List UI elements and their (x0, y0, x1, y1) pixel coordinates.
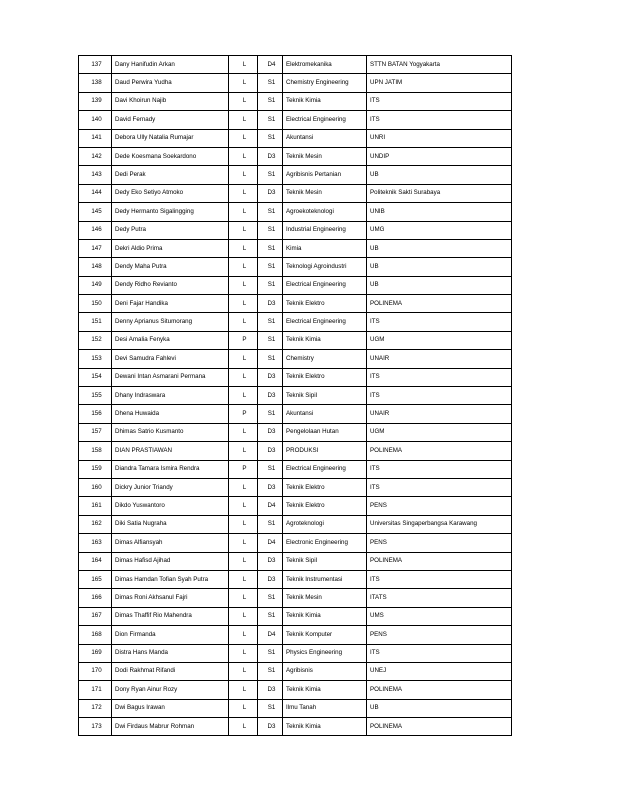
major-name: Akuntansi (283, 405, 367, 423)
university-name: UB (367, 239, 512, 257)
major-name: Teknik Mesin (283, 589, 367, 607)
university-name: UNAIR (367, 405, 512, 423)
education-level: S1 (258, 607, 283, 625)
university-name: PENS (367, 497, 512, 515)
gender-code: L (229, 184, 258, 202)
person-name: Dendy Maha Putra (112, 258, 229, 276)
row-number: 157 (79, 423, 112, 441)
major-name: Teknologi Agroindustri (283, 258, 367, 276)
gender-code: L (229, 295, 258, 313)
gender-code: L (229, 129, 258, 147)
education-level: S1 (258, 74, 283, 92)
education-level: D3 (258, 442, 283, 460)
row-number: 138 (79, 74, 112, 92)
education-level: D4 (258, 56, 283, 74)
table-row (79, 129, 512, 147)
major-name: Electrical Engineering (283, 111, 367, 129)
education-level: S1 (258, 662, 283, 680)
university-name: POLINEMA (367, 718, 512, 736)
person-name: Denny Aprianus Situmorang (112, 313, 229, 331)
major-name: Chemistry Engineering (283, 74, 367, 92)
table-row (79, 387, 512, 405)
university-name: UB (367, 699, 512, 717)
row-number: 161 (79, 497, 112, 515)
gender-code: P (229, 460, 258, 478)
table-row (79, 589, 512, 607)
gender-code: L (229, 239, 258, 257)
table-row (79, 607, 512, 625)
education-level: D3 (258, 147, 283, 165)
university-name: ITS (367, 460, 512, 478)
table-body (79, 56, 512, 736)
row-number: 142 (79, 147, 112, 165)
university-name: ITS (367, 92, 512, 110)
major-name: Teknik Kimia (283, 607, 367, 625)
university-name: POLINEMA (367, 552, 512, 570)
education-level: S1 (258, 221, 283, 239)
major-name: Chemistry (283, 350, 367, 368)
person-name: David Fernady (112, 111, 229, 129)
table-row (79, 699, 512, 717)
education-level: D4 (258, 497, 283, 515)
table-row (79, 56, 512, 74)
table-row (79, 718, 512, 736)
education-level: D4 (258, 534, 283, 552)
gender-code: L (229, 258, 258, 276)
table-row (79, 423, 512, 441)
person-name: Dimas Roni Akhsanul Fajri (112, 589, 229, 607)
gender-code: L (229, 442, 258, 460)
row-number: 147 (79, 239, 112, 257)
row-number: 171 (79, 681, 112, 699)
table-row (79, 203, 512, 221)
university-name: ITS (367, 387, 512, 405)
major-name: Agroteknologi (283, 515, 367, 533)
gender-code: L (229, 387, 258, 405)
gender-code: L (229, 589, 258, 607)
gender-code: L (229, 221, 258, 239)
gender-code: L (229, 478, 258, 496)
person-name: Dimas Alfiansyah (112, 534, 229, 552)
gender-code: L (229, 368, 258, 386)
row-number: 140 (79, 111, 112, 129)
university-name: UNEJ (367, 662, 512, 680)
major-name: Electrical Engineering (283, 276, 367, 294)
university-name: UNAIR (367, 350, 512, 368)
gender-code: L (229, 92, 258, 110)
education-level: S1 (258, 644, 283, 662)
row-number: 166 (79, 589, 112, 607)
education-level: S1 (258, 239, 283, 257)
table-row (79, 184, 512, 202)
row-number: 153 (79, 350, 112, 368)
person-name: Dedy Putra (112, 221, 229, 239)
person-name: Dede Koesmana Soekardono (112, 147, 229, 165)
university-name: UMG (367, 221, 512, 239)
education-level: S1 (258, 699, 283, 717)
person-name: Dion Firmanda (112, 626, 229, 644)
gender-code: L (229, 626, 258, 644)
major-name: Electronic Engineering (283, 534, 367, 552)
table-row (79, 313, 512, 331)
education-level: S1 (258, 331, 283, 349)
row-number: 155 (79, 387, 112, 405)
person-name: Daud Perwira Yudha (112, 74, 229, 92)
table-row (79, 295, 512, 313)
person-name: Dwi Bagus Irawan (112, 699, 229, 717)
education-level: S1 (258, 276, 283, 294)
university-name: UGM (367, 331, 512, 349)
education-level: S1 (258, 92, 283, 110)
major-name: Kimia (283, 239, 367, 257)
row-number: 164 (79, 552, 112, 570)
row-number: 146 (79, 221, 112, 239)
university-name: PENS (367, 534, 512, 552)
gender-code: P (229, 331, 258, 349)
university-name: PENS (367, 626, 512, 644)
row-number: 150 (79, 295, 112, 313)
table-row (79, 276, 512, 294)
person-name: DIAN PRASTIAWAN (112, 442, 229, 460)
table-row (79, 331, 512, 349)
table-row (79, 147, 512, 165)
education-level: S1 (258, 515, 283, 533)
university-name: ITATS (367, 589, 512, 607)
row-number: 162 (79, 515, 112, 533)
major-name: Ilmu Tanah (283, 699, 367, 717)
major-name: Teknik Sipil (283, 552, 367, 570)
table-row (79, 368, 512, 386)
major-name: PRODUKSI (283, 442, 367, 460)
table-row (79, 497, 512, 515)
major-name: Teknik Instrumentasi (283, 570, 367, 588)
university-name: STTN BATAN Yogyakarta (367, 56, 512, 74)
table-row (79, 626, 512, 644)
row-number: 163 (79, 534, 112, 552)
gender-code: L (229, 662, 258, 680)
major-name: Agribisnis (283, 662, 367, 680)
person-name: Distra Hans Manda (112, 644, 229, 662)
person-name: Dhimas Satrio Kusmanto (112, 423, 229, 441)
education-level: S1 (258, 258, 283, 276)
gender-code: L (229, 313, 258, 331)
table-row (79, 552, 512, 570)
university-name: UMS (367, 607, 512, 625)
gender-code: L (229, 534, 258, 552)
major-name: Electrical Engineering (283, 460, 367, 478)
university-name: ITS (367, 644, 512, 662)
row-number: 173 (79, 718, 112, 736)
person-name: Dimas Thaffif Rio Mahendra (112, 607, 229, 625)
major-name: Teknik Mesin (283, 184, 367, 202)
education-level: D3 (258, 184, 283, 202)
table-row (79, 442, 512, 460)
person-name: Davi Khoirun Najib (112, 92, 229, 110)
major-name: Teknik Mesin (283, 147, 367, 165)
education-level: S1 (258, 111, 283, 129)
person-name: Dany Hanifudin Arkan (112, 56, 229, 74)
gender-code: L (229, 111, 258, 129)
education-level: D3 (258, 387, 283, 405)
row-number: 148 (79, 258, 112, 276)
gender-code: P (229, 405, 258, 423)
university-name: ITS (367, 478, 512, 496)
education-level: S1 (258, 350, 283, 368)
education-level: S1 (258, 203, 283, 221)
person-name: Dimas Hafisd Ajihad (112, 552, 229, 570)
university-name: UPN JATIM (367, 74, 512, 92)
participant-table (78, 55, 512, 736)
table-row (79, 74, 512, 92)
education-level: D3 (258, 295, 283, 313)
table-row (79, 644, 512, 662)
university-name: UGM (367, 423, 512, 441)
major-name: Agroekoteknologi (283, 203, 367, 221)
person-name: Dedy Eko Setiyo Atmoko (112, 184, 229, 202)
table-row (79, 570, 512, 588)
education-level: S1 (258, 129, 283, 147)
education-level: S1 (258, 589, 283, 607)
person-name: Dony Ryan Ainur Rozy (112, 681, 229, 699)
row-number: 156 (79, 405, 112, 423)
university-name: UB (367, 258, 512, 276)
row-number: 172 (79, 699, 112, 717)
major-name: Electrical Engineering (283, 313, 367, 331)
major-name: Physics Engineering (283, 644, 367, 662)
education-level: D3 (258, 570, 283, 588)
university-name: UNRI (367, 129, 512, 147)
university-name: Politeknik Sakti Surabaya (367, 184, 512, 202)
table-row (79, 681, 512, 699)
table-row (79, 258, 512, 276)
person-name: Dimas Hamdan Tofian Syah Putra (112, 570, 229, 588)
row-number: 165 (79, 570, 112, 588)
gender-code: L (229, 350, 258, 368)
university-name: POLINEMA (367, 295, 512, 313)
row-number: 152 (79, 331, 112, 349)
gender-code: L (229, 203, 258, 221)
education-level: D4 (258, 626, 283, 644)
table-row (79, 662, 512, 680)
education-level: S1 (258, 460, 283, 478)
gender-code: L (229, 423, 258, 441)
university-name: Universitas Singaperbangsa Karawang (367, 515, 512, 533)
row-number: 149 (79, 276, 112, 294)
row-number: 167 (79, 607, 112, 625)
university-name: UB (367, 166, 512, 184)
gender-code: L (229, 570, 258, 588)
major-name: Teknik Elektro (283, 478, 367, 496)
row-number: 145 (79, 203, 112, 221)
major-name: Agribisnis Pertanian (283, 166, 367, 184)
row-number: 158 (79, 442, 112, 460)
major-name: Akuntansi (283, 129, 367, 147)
gender-code: L (229, 147, 258, 165)
education-level: D3 (258, 478, 283, 496)
person-name: Diki Satia Nugraha (112, 515, 229, 533)
university-name: ITS (367, 368, 512, 386)
person-name: Debora Ully Natalia Rumajar (112, 129, 229, 147)
university-name: ITS (367, 313, 512, 331)
university-name: UB (367, 276, 512, 294)
gender-code: L (229, 166, 258, 184)
education-level: S1 (258, 313, 283, 331)
major-name: Teknik Elektro (283, 368, 367, 386)
person-name: Devi Samudra Fahlevi (112, 350, 229, 368)
gender-code: L (229, 515, 258, 533)
major-name: Teknik Elektro (283, 497, 367, 515)
person-name: Dhena Huwaida (112, 405, 229, 423)
person-name: Dekri Aldio Prima (112, 239, 229, 257)
table-row (79, 350, 512, 368)
education-level: D3 (258, 718, 283, 736)
gender-code: L (229, 276, 258, 294)
education-level: D3 (258, 552, 283, 570)
major-name: Industrial Engineering (283, 221, 367, 239)
person-name: Diandra Tamara Ismira Rendra (112, 460, 229, 478)
major-name: Teknik Kimia (283, 92, 367, 110)
education-level: D3 (258, 681, 283, 699)
gender-code: L (229, 56, 258, 74)
table-row (79, 478, 512, 496)
person-name: Dwi Firdaus Mabrur Rohman (112, 718, 229, 736)
table-row (79, 239, 512, 257)
person-name: Dhany Indraswara (112, 387, 229, 405)
person-name: Dickry Junior Triandy (112, 478, 229, 496)
person-name: Dewani Intan Asmarani Permana (112, 368, 229, 386)
row-number: 169 (79, 644, 112, 662)
table-row (79, 221, 512, 239)
gender-code: L (229, 718, 258, 736)
major-name: Teknik Kimia (283, 681, 367, 699)
education-level: S1 (258, 405, 283, 423)
row-number: 154 (79, 368, 112, 386)
table-row (79, 460, 512, 478)
university-name: UNIB (367, 203, 512, 221)
row-number: 139 (79, 92, 112, 110)
education-level: D3 (258, 368, 283, 386)
gender-code: L (229, 552, 258, 570)
row-number: 170 (79, 662, 112, 680)
university-name: ITS (367, 111, 512, 129)
gender-code: L (229, 644, 258, 662)
major-name: Teknik Komputer (283, 626, 367, 644)
education-level: S1 (258, 166, 283, 184)
person-name: Dodi Rakhmat Rifandi (112, 662, 229, 680)
major-name: Teknik Kimia (283, 331, 367, 349)
table-row (79, 166, 512, 184)
row-number: 143 (79, 166, 112, 184)
university-name: POLINEMA (367, 442, 512, 460)
person-name: Dendy Ridho Revianto (112, 276, 229, 294)
major-name: Elektromekanika (283, 56, 367, 74)
row-number: 141 (79, 129, 112, 147)
major-name: Pengelolaan Hutan (283, 423, 367, 441)
major-name: Teknik Kimia (283, 718, 367, 736)
university-name: ITS (367, 570, 512, 588)
person-name: Desi Amalia Fenyka (112, 331, 229, 349)
gender-code: L (229, 699, 258, 717)
university-name: POLINEMA (367, 681, 512, 699)
university-name: UNDIP (367, 147, 512, 165)
row-number: 168 (79, 626, 112, 644)
major-name: Teknik Elektro (283, 295, 367, 313)
education-level: D3 (258, 423, 283, 441)
table-row (79, 515, 512, 533)
row-number: 144 (79, 184, 112, 202)
table-row (79, 92, 512, 110)
person-name: Deni Fajar Handika (112, 295, 229, 313)
gender-code: L (229, 607, 258, 625)
table-row (79, 405, 512, 423)
person-name: Dedi Perak (112, 166, 229, 184)
table-row (79, 111, 512, 129)
row-number: 160 (79, 478, 112, 496)
gender-code: L (229, 497, 258, 515)
row-number: 159 (79, 460, 112, 478)
person-name: Dikdo Yuswantoro (112, 497, 229, 515)
major-name: Teknik Sipil (283, 387, 367, 405)
gender-code: L (229, 681, 258, 699)
row-number: 151 (79, 313, 112, 331)
table-row (79, 534, 512, 552)
gender-code: L (229, 74, 258, 92)
person-name: Dedy Hermanto Sigalingging (112, 203, 229, 221)
row-number: 137 (79, 56, 112, 74)
